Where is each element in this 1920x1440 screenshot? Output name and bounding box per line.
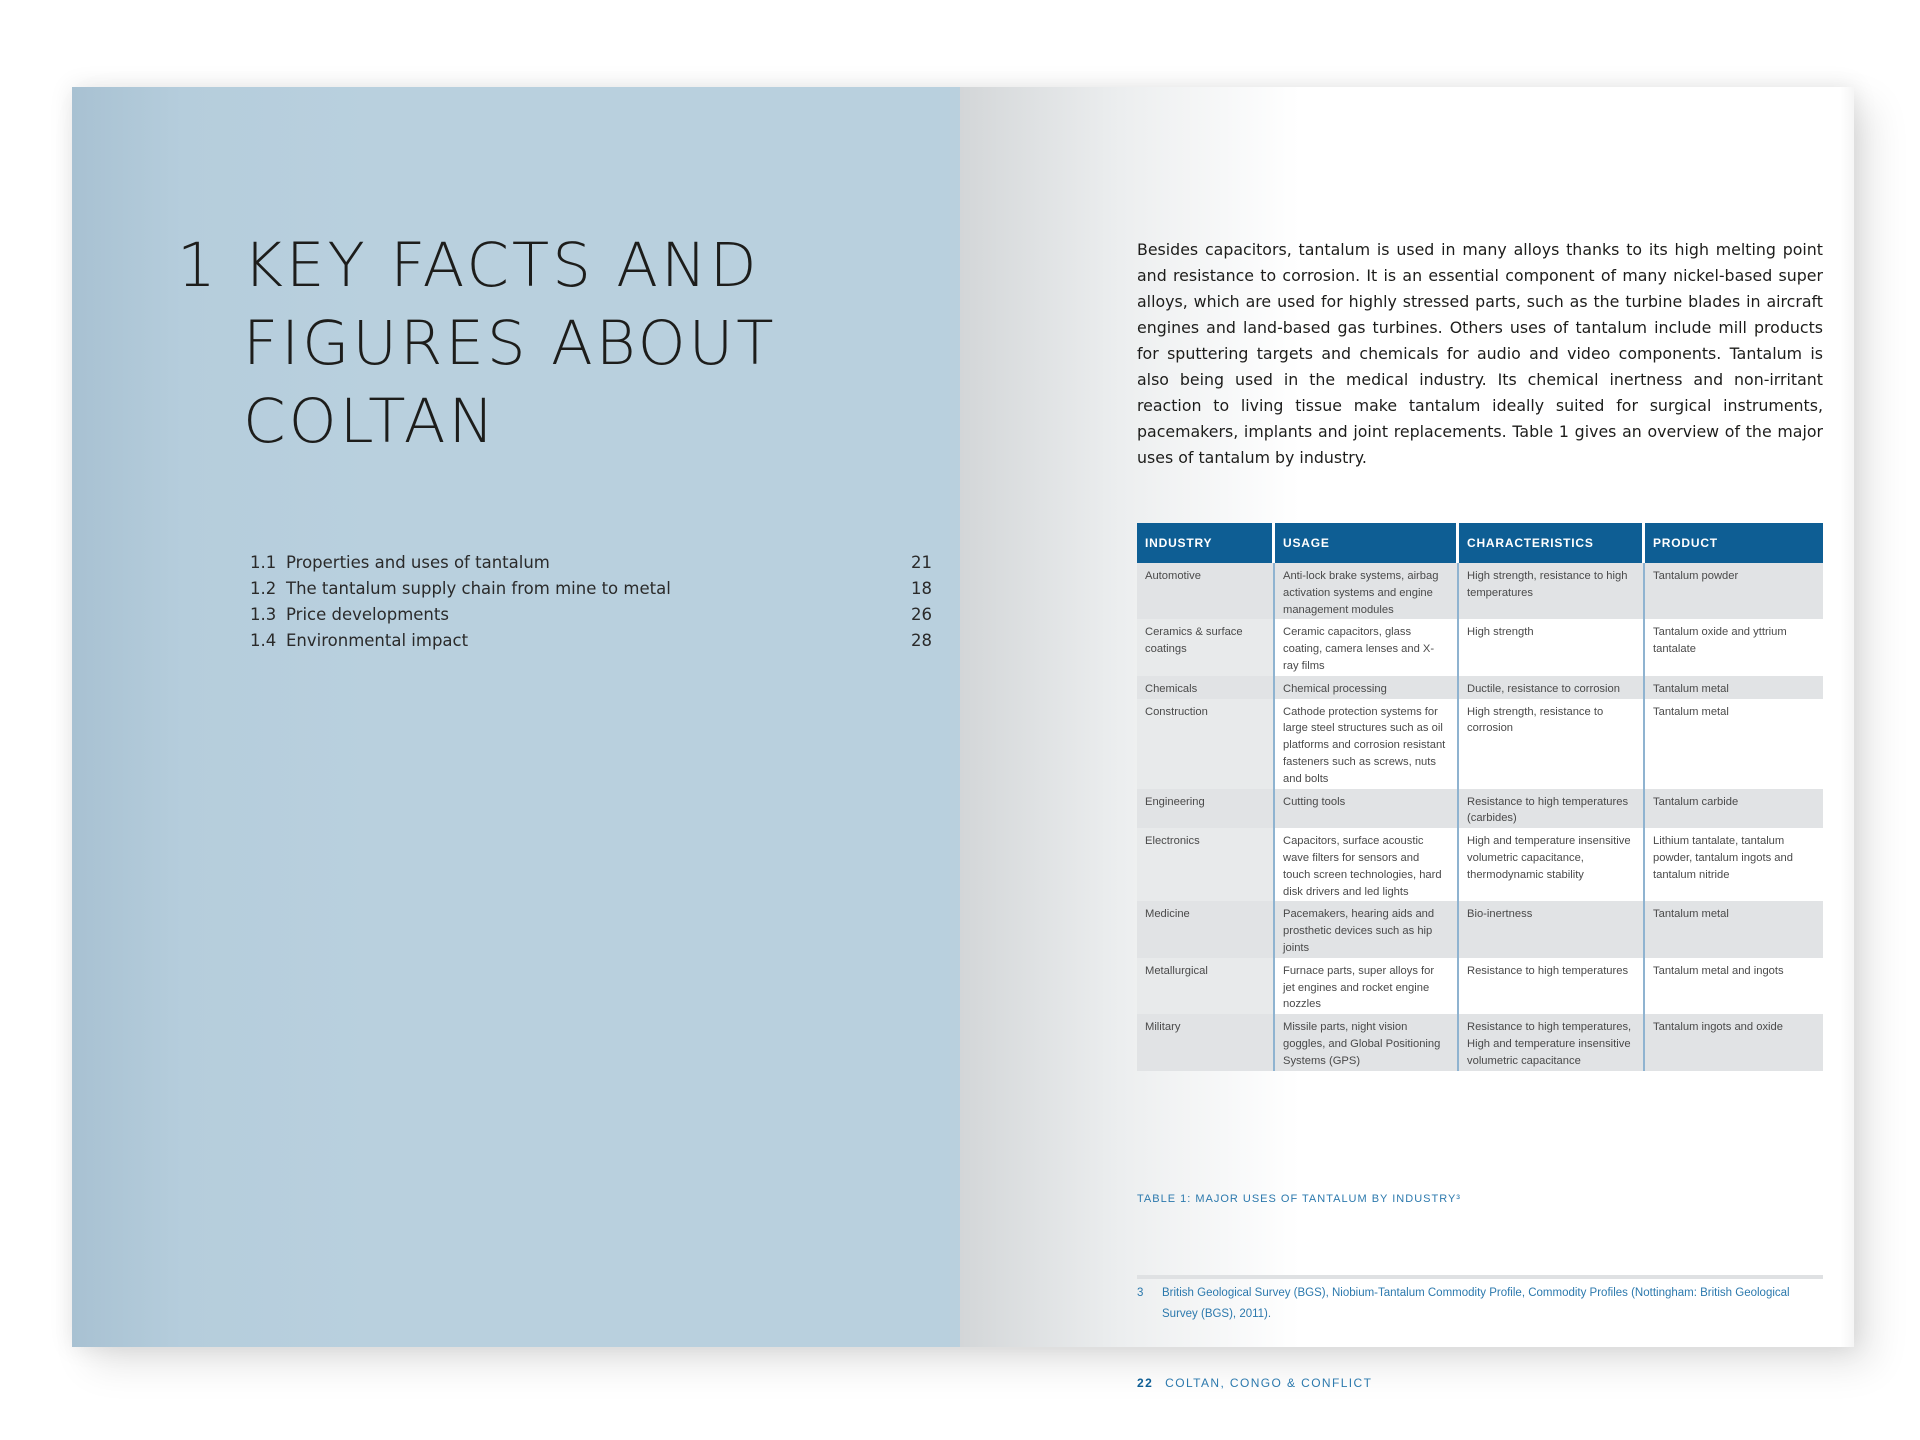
uses-table-container	[1137, 523, 1823, 1071]
toc-entry-page: 18	[911, 579, 932, 598]
chapter-title-text: KEY FACTS AND FIGURES ABOUT COLTAN	[243, 230, 777, 457]
toc-entry[interactable]	[250, 602, 932, 628]
usage-cell: Capacitors, surface acoustic wave filters for sensors and touch screen technologies, hard disk drivers and led lights	[1275, 828, 1459, 901]
characteristics-cell: High strength, resistance to corrosion	[1459, 699, 1645, 789]
product-cell: Tantalum metal	[1645, 676, 1823, 699]
uses-of-tantalum-table	[1137, 523, 1823, 1071]
toc-entry[interactable]	[250, 550, 932, 576]
table-row	[1137, 1014, 1823, 1070]
industry-cell: Ceramics & surface coatings	[1137, 619, 1275, 675]
toc-entry-label: Price developments	[286, 605, 449, 624]
characteristics-cell: High strength	[1459, 619, 1645, 675]
characteristics-cell: Resistance to high temperatures, High and temperature insensitive volumetric capacitance	[1459, 1014, 1645, 1070]
usage-cell: Pacemakers, hearing aids and prosthetic devices such as hip joints	[1275, 901, 1459, 957]
product-cell: Tantalum metal	[1645, 901, 1823, 957]
page-number: 22	[1137, 1376, 1154, 1390]
usage-cell: Furnace parts, super alloys for jet engines and rocket engine nozzles	[1275, 958, 1459, 1014]
industry-cell: Chemicals	[1137, 676, 1275, 699]
table-row	[1137, 676, 1823, 699]
running-title: COLTAN, CONGO & CONFLICT	[1165, 1376, 1373, 1390]
product-cell: Tantalum powder	[1645, 563, 1823, 619]
footnote-divider	[1137, 1275, 1823, 1279]
footnote-mark: 3	[1137, 1287, 1144, 1299]
table-row	[1137, 563, 1823, 619]
product-cell: Tantalum metal and ingots	[1645, 958, 1823, 1014]
toc-entry-number: 1.1	[250, 553, 277, 572]
chapter-title	[177, 227, 877, 461]
toc-entry-label: Properties and uses of tantalum	[286, 553, 550, 572]
table-row	[1137, 789, 1823, 829]
table-row	[1137, 699, 1823, 789]
left-page	[72, 87, 960, 1347]
industry-cell: Metallurgical	[1137, 958, 1275, 1014]
usage-cell: Cathode protection systems for large steel structures such as oil platforms and corrosion resistant fasteners such as screws, nuts and bolts	[1275, 699, 1459, 789]
characteristics-cell: Resistance to high temperatures (carbides)	[1459, 789, 1645, 829]
column-header: INDUSTRY	[1137, 523, 1275, 563]
toc-entry-number: 1.2	[250, 579, 277, 598]
column-header: USAGE	[1275, 523, 1459, 563]
product-cell: Tantalum metal	[1645, 699, 1823, 789]
usage-cell: Ceramic capacitors, glass coating, camera lenses and X- ray films	[1275, 619, 1459, 675]
toc-entry-page: 28	[911, 631, 932, 650]
table-row	[1137, 619, 1823, 675]
toc-entry-label: Environmental impact	[286, 631, 469, 650]
toc-entry-page: 21	[911, 553, 932, 572]
table-body	[1137, 563, 1823, 1071]
industry-cell: Medicine	[1137, 901, 1275, 957]
characteristics-cell: Ductile, resistance to corrosion	[1459, 676, 1645, 699]
usage-cell: Cutting tools	[1275, 789, 1459, 829]
industry-cell: Electronics	[1137, 828, 1275, 901]
industry-cell: Construction	[1137, 699, 1275, 789]
characteristics-cell: Bio-inertness	[1459, 901, 1645, 957]
chapter-number: 1	[177, 230, 219, 301]
industry-cell: Automotive	[1137, 563, 1275, 619]
table-row	[1137, 828, 1823, 901]
toc-entry[interactable]	[250, 628, 932, 654]
column-header: CHARACTERISTICS	[1459, 523, 1645, 563]
usage-cell: Chemical processing	[1275, 676, 1459, 699]
product-cell: Tantalum carbide	[1645, 789, 1823, 829]
toc-entry[interactable]	[250, 576, 932, 602]
table-row	[1137, 958, 1823, 1014]
table-caption: TABLE 1: MAJOR USES OF TANTALUM BY INDUSTRY³	[1137, 1193, 1461, 1205]
toc-entry-number: 1.3	[250, 605, 277, 624]
characteristics-cell: Resistance to high temperatures	[1459, 958, 1645, 1014]
body-paragraph: Besides capacitors, tantalum is used in many alloys thanks to its high melting point and resistance to corrosion. It is an essential component of many nickel-based super alloys, which are used for highly stressed parts, such as the turbine blades in aircraft engines and land-based gas turbines. Others uses of tantalum include mill products for sputtering targets and chemicals for audio and video components. Tantalum is also being used in the medical industry. Its chemical inertness and non-irritant reaction to living tissue make tantalum ideally suited for surgical instruments, pacemakers, implants and joint replacements. Table 1 gives an overview of the major uses of tantalum by industry.	[1137, 240, 1823, 467]
characteristics-cell: High and temperature insensitive volumetric capacitance, thermodynamic stability	[1459, 828, 1645, 901]
page-footer	[1137, 1376, 1372, 1390]
usage-cell: Missile parts, night vision goggles, and Global Positioning Systems (GPS)	[1275, 1014, 1459, 1070]
toc-entry-page: 26	[911, 605, 932, 624]
column-header: PRODUCT	[1645, 523, 1823, 563]
toc-entry-number: 1.4	[250, 631, 277, 650]
table-row	[1137, 901, 1823, 957]
table-header-row	[1137, 523, 1823, 563]
product-cell: Tantalum oxide and yttrium tantalate	[1645, 619, 1823, 675]
industry-cell: Engineering	[1137, 789, 1275, 829]
footnote	[1137, 1283, 1823, 1325]
product-cell: Tantalum ingots and oxide	[1645, 1014, 1823, 1070]
industry-cell: Military	[1137, 1014, 1275, 1070]
usage-cell: Anti-lock brake systems, airbag activation systems and engine management modules	[1275, 563, 1459, 619]
table-of-contents	[250, 550, 932, 654]
footnote-text: British Geological Survey (BGS), Niobium-Tantalum Commodity Profile, Commodity Profiles (Nottingham: British Geological Survey (BGS), 2011).	[1162, 1287, 1790, 1320]
toc-entry-label: The tantalum supply chain from mine to metal	[286, 579, 671, 598]
book-spread	[72, 87, 1854, 1390]
right-page	[960, 87, 1854, 1390]
characteristics-cell: High strength, resistance to high temperatures	[1459, 563, 1645, 619]
product-cell: Lithium tantalate, tantalum powder, tantalum ingots and tantalum nitride	[1645, 828, 1823, 901]
